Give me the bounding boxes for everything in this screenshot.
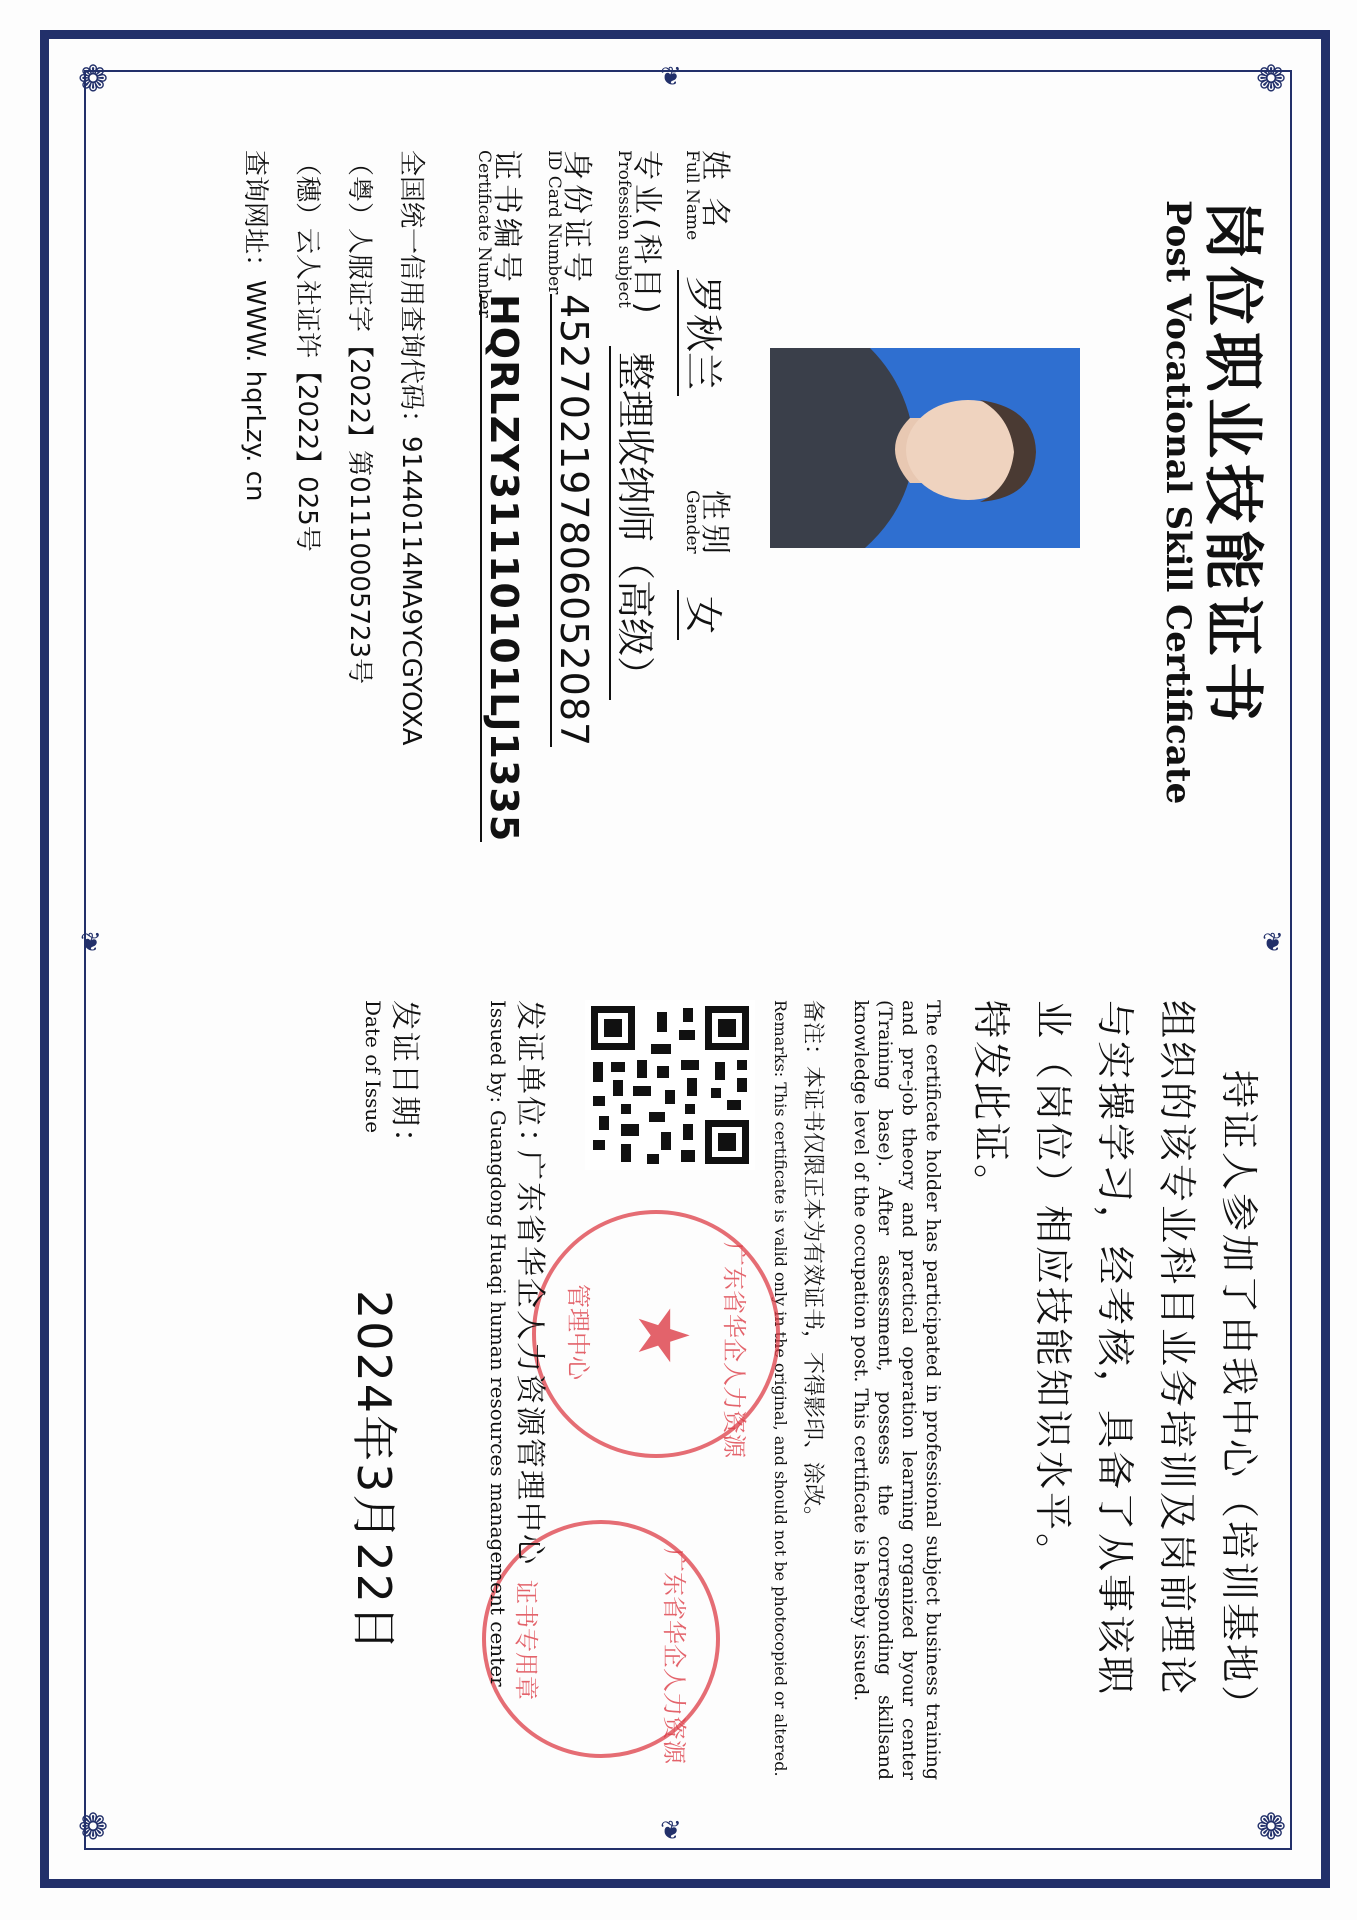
certificate-number-label: 证书编号 <box>489 150 524 286</box>
floral-ornament-icon: ❦ <box>80 928 102 958</box>
seal-text-top: 广东省华企人力资源 <box>720 1242 748 1458</box>
certificate-number-value: HQRLZY31110101LJ1335 <box>482 294 526 843</box>
remarks-zh: 备注：本证书仅限正本为有效证书，不得影印、涂改。 <box>800 1000 825 1529</box>
name-label-en: Full Name <box>682 150 702 241</box>
floral-ornament-icon: ❁ <box>1256 1807 1287 1848</box>
license-1: （粤）人服证字【2022】第01110005723号 <box>344 150 374 685</box>
seal-text-top: 广东省华企人力资源 <box>660 1548 688 1764</box>
qr-code-icon <box>585 1000 755 1170</box>
statement-line-2: 组织的该专业科目业务培训及岗前理论 <box>1155 1000 1199 1698</box>
issue-date-value: 2024年3月22日 <box>347 1290 401 1653</box>
issuer-name: 广东省华企人力资源管理中心 <box>512 1150 547 1566</box>
name-label: 姓 名 <box>697 150 732 232</box>
query-site: 查询网址：WWW. hqrLzy. cn <box>240 150 270 502</box>
gender-value: 女 <box>677 590 734 640</box>
remarks-en: Remarks: This certificate is valid only in the original, and should not be photocopied or altered. <box>771 1000 790 1777</box>
floral-ornament-icon: ❁ <box>1256 59 1287 100</box>
name-value: 罗秋兰 <box>677 270 734 396</box>
seal-text-bottom: 证书专用章 <box>512 1580 540 1700</box>
certificate-number-label-en: Certificate Number <box>474 150 494 318</box>
floral-ornament-icon: ❦ <box>1262 928 1284 958</box>
gender-label-en: Gender <box>682 490 702 554</box>
issue-date-label: 发证日期： <box>387 1000 422 1160</box>
floral-ornament-icon: ❁ <box>78 59 109 100</box>
statement-line-3: 与实操学习，经考核，具备了从事该职 <box>1093 1000 1137 1698</box>
gender-label: 性别 <box>697 490 732 558</box>
profession-label-en: Profession subject <box>614 150 634 308</box>
id-card-label-en: ID Card Number <box>544 150 564 295</box>
profession-label: 专业(科目) <box>629 150 664 318</box>
issuer-name-en: Guangdong Huaqi human resources management center <box>486 1110 510 1687</box>
id-card-label: 身份证号 <box>559 150 594 286</box>
floral-ornament-icon: ❦ <box>660 1816 682 1846</box>
title-en: Post Vocational Skill Certificate <box>1158 200 1198 805</box>
issuer-label-en: Issued by: <box>486 1000 510 1104</box>
statement-line-4: 业（岗位）相应技能知识水平。 <box>1031 1000 1075 1575</box>
profession-value: 整理收纳师（高级） <box>609 346 666 700</box>
credit-code: 全国统一信用查询代码：91440114MA9YCGYOXA <box>396 150 426 746</box>
license-2: （穗）云人社证许【2022】025号 <box>292 150 322 552</box>
floral-ornament-icon: ❁ <box>78 1807 109 1848</box>
title-zh: 岗位职业技能证书 <box>1197 200 1267 728</box>
floral-ornament-icon: ❦ <box>660 62 682 92</box>
seal-text-bottom: 管理中心 <box>564 1284 592 1380</box>
id-card-value: 452702197806052087 <box>552 294 596 748</box>
star-icon: ★ <box>622 1304 704 1367</box>
statement-en: The certificate holder has participated in professional subject business training and pre-job theory and practical operation learning organized byour center (Training base). After assessment, possess the corresponding skillsand knowledge level of the occupation post. This certificate is hereby issued. <box>850 1000 944 1780</box>
statement-line-5: 特发此证。 <box>969 1000 1013 1206</box>
portrait-photo <box>770 348 1080 548</box>
official-seal <box>532 1210 780 1458</box>
qr-code <box>585 1000 755 1170</box>
issue-date-label-en: Date of Issue <box>361 1000 385 1134</box>
certificate-content <box>130 100 1290 1820</box>
statement-line-1: 持证人参加了由我中心（培训基地） <box>1217 1070 1261 1727</box>
issuer-label: 发证单位： <box>512 1000 547 1160</box>
statement-zh <box>960 1000 1270 1780</box>
